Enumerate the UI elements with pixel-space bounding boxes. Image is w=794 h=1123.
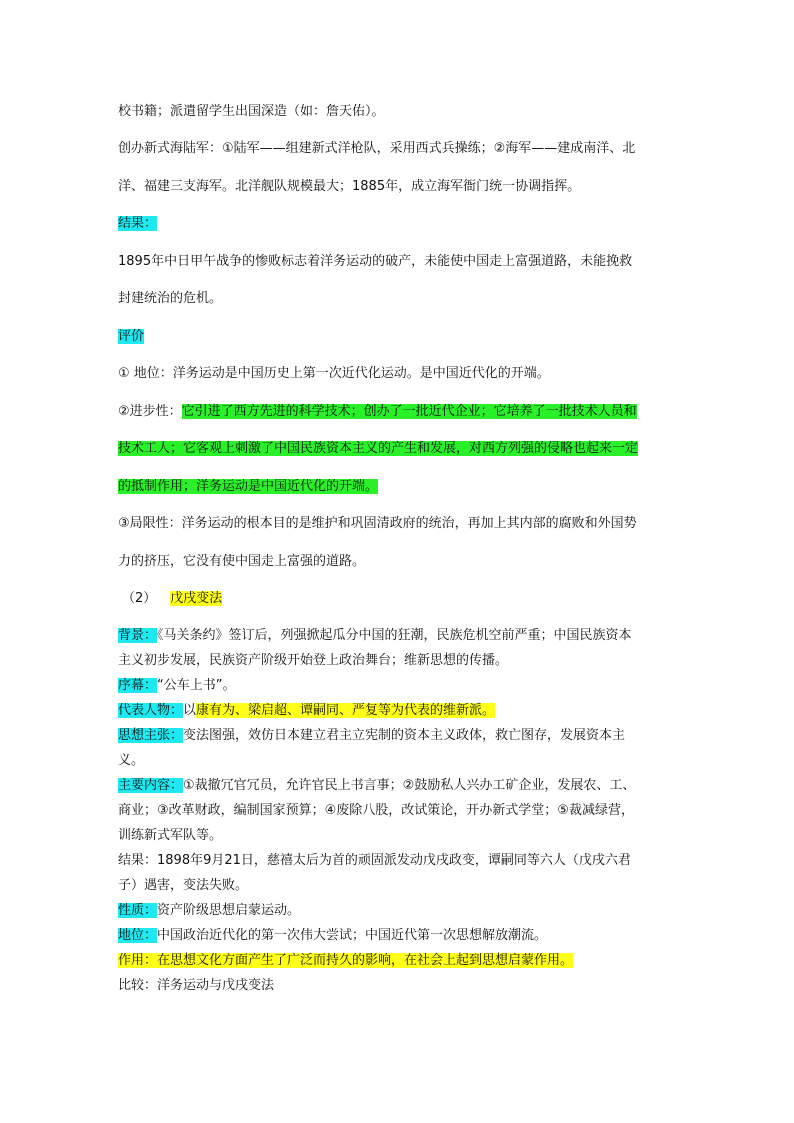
text-line: [118, 400, 678, 419]
text-line: 封建统治的危机。: [118, 291, 223, 306]
text-line: [118, 924, 678, 943]
section-number: （2）: [122, 591, 157, 606]
text: ①裁撤冗官冗员，允许官民上书言事；②鼓励私人兴办工矿企业，发展农、工、: [183, 778, 636, 793]
text-line: [118, 475, 678, 494]
highlight: 序幕：: [118, 678, 158, 693]
text-line: [118, 899, 678, 918]
text-line: 比较：洋务运动与戊戌变法: [118, 978, 275, 993]
text-line: ③局限性：洋务运动的根本目的是维护和巩固清政府的统治，再加上其内部的腐败和外国势: [118, 516, 637, 531]
highlight: 性质：: [118, 903, 158, 918]
text-line: 义。: [118, 753, 145, 768]
highlight: 戊戌变法: [170, 591, 223, 606]
text-line: 校书籍；派遣留学生出国深造（如：詹天佑）。: [118, 104, 385, 119]
text: 变法图强，效仿日本建立君主立宪制的资本主义政体，救亡图存，发展资本主: [183, 728, 626, 743]
text-line: [118, 624, 678, 643]
text-line: 商业；③改革财政，编制国家预算；④废除八股，改试策论，开办新式学堂；⑤裁减绿营，: [118, 803, 634, 818]
text-line: [118, 699, 678, 718]
highlight: 主要内容：: [118, 778, 184, 793]
highlight: 评价: [118, 329, 145, 344]
text-line: [118, 437, 678, 456]
text-line: [118, 674, 678, 693]
highlight: 技术工人；它客观上刺激了中国民族资本主义的产生和发展，对西方列强的侵略也起来一定: [118, 441, 639, 456]
text: 以: [183, 703, 197, 718]
highlight: 代表人物：: [118, 703, 184, 718]
highlight: 它引进了西方先进的科学技术；创办了一批近代企业；它培养了一批技术人员和: [181, 404, 637, 419]
text-line: [118, 949, 678, 968]
highlight: 地位：: [118, 928, 158, 943]
highlight: 的抵制作用；洋务运动是中国近代化的开端。: [118, 479, 379, 494]
highlight: 结果：: [118, 216, 158, 231]
text-line: 子）遇害，变法失败。: [118, 878, 249, 893]
text-line: 力的挤压，它没有使中国走上富强的道路。: [118, 554, 366, 569]
text-line: 洋、福建三支海军。北洋舰队规模最大；1885年，成立海军衙门统一协调指挥。: [118, 179, 581, 194]
highlight: 康有为、梁启超、谭嗣同、严复等为代表的维新派。: [196, 703, 496, 718]
text-line: ① 地位：洋务运动是中国历史上第一次近代化运动。是中国近代化的开端。: [118, 366, 550, 381]
text-line: 创办新式海陆军：①陆军——组建新式洋枪队，采用西式兵操练；②海军——建成南洋、北: [118, 141, 636, 156]
text-line: 1895年中日甲午战争的惨败标志着洋务运动的破产，未能使中国走上富强道路，未能挽救: [118, 254, 633, 269]
label: ②进步性：: [118, 404, 182, 419]
highlight: 作用：在思想文化方面产生了广泛而持久的影响，在社会上起到思想启蒙作用。: [118, 953, 574, 968]
section-heading-result: [118, 212, 678, 231]
highlight: 思想主张：: [118, 728, 184, 743]
text: “公车上书”。: [157, 678, 236, 693]
text-line: 训练新式军队等。: [118, 828, 223, 843]
text-line: [118, 724, 678, 743]
text-line: 结果：1898年9月21日，慈禧太后为首的顽固派发动戊戌政变，谭嗣同等六人（戊戌六君: [118, 853, 631, 868]
text: 资产阶级思想启蒙运动。: [157, 903, 301, 918]
text: 中国政治近代化的第一次伟大尝试；中国近代第一次思想解放潮流。: [157, 928, 548, 943]
text: 《马关条约》签订后，列强掀起瓜分中国的狂潮，民族危机空前严重；中国民族资本: [157, 628, 632, 643]
text-line: 主义初步发展，民族资产阶级开始登上政治舞台；维新思想的传播。: [118, 653, 509, 668]
highlight: 背景：: [118, 628, 158, 643]
section-heading-evaluation: [118, 325, 678, 344]
text-line: [118, 774, 678, 793]
section-heading-reform: [122, 587, 682, 606]
